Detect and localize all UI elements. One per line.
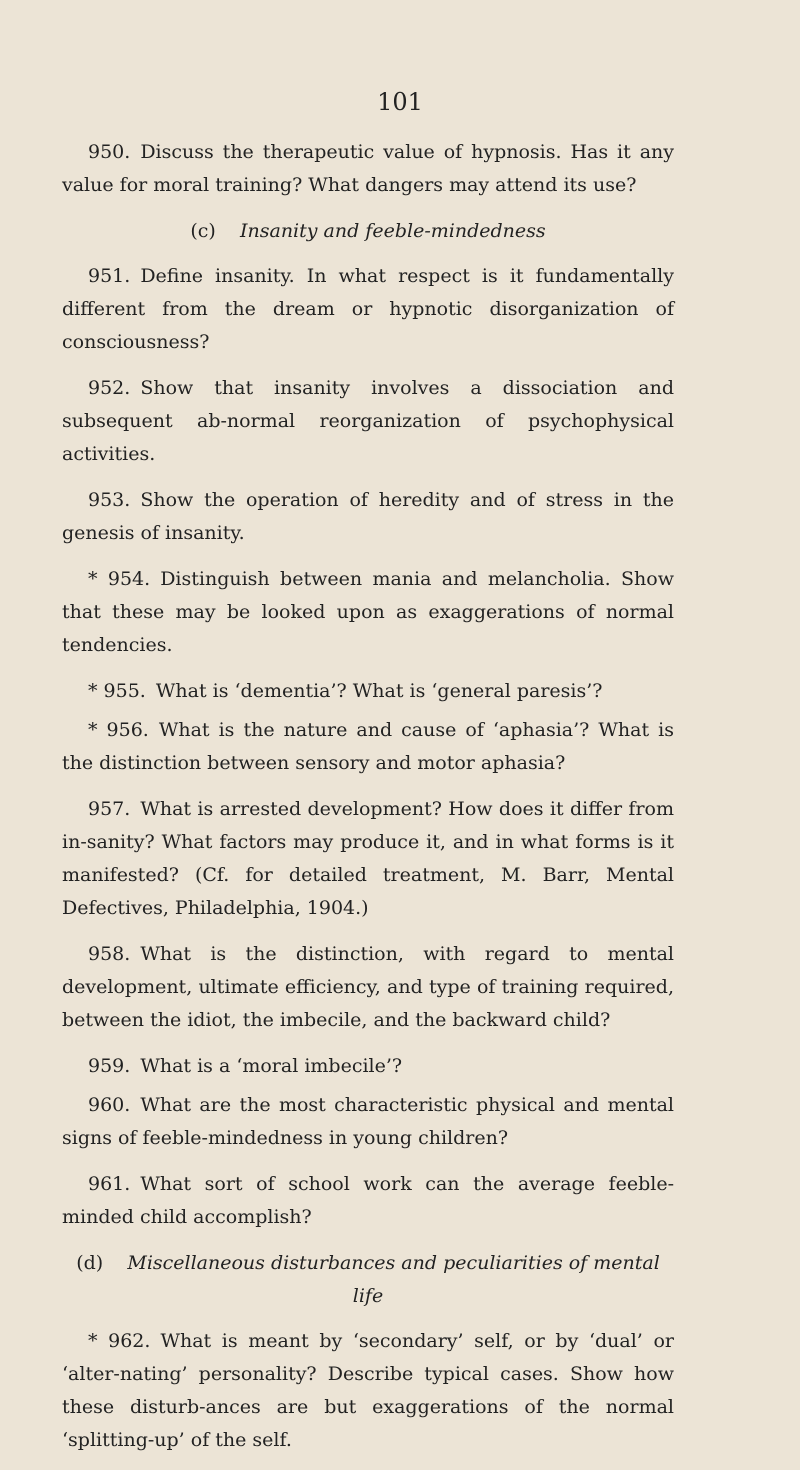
question-number: * 956. [88,719,149,741]
page-number: 101 [377,88,423,116]
section-heading-d [62,1247,674,1313]
question-text: What is the distinction, with regard to mental development, ultimate efficiency, and type of training required, between the idiot, the imbecile, and the backward child? [62,943,674,1031]
question-text: What is ‘dementia’? What is ‘general paresis’? [155,680,603,702]
question-text: What is a ‘moral imbecile’? [140,1055,403,1077]
question-954 [62,563,674,662]
question-text: What is arrested development? How does it differ from in-sanity? What factors may produce it, and in what forms is it manifested? (Cf. for detailed treatment, M. Barr, Mental Defectives, Philadelphia, 1904.) [62,798,674,919]
question-961 [62,1168,674,1234]
question-960 [62,1089,674,1155]
question-958 [62,938,674,1037]
question-956 [62,714,674,780]
question-text: What sort of school work can the average feeble-minded child accomplish? [62,1173,674,1228]
page-content [62,136,674,1470]
section-title: Miscellaneous disturbances and peculiarities of mental life [127,1252,660,1307]
question-text: What is the nature and cause of ‘aphasia’? What is the distinction between sensory and motor aphasia? [62,719,674,774]
question-number: 952. [88,377,131,399]
question-text: What is meant by ‘secondary’ self, or by ‘dual’ or ‘alter-nating’ personality? Describe typical cases. Show how these disturb-ances are but exaggerations of the normal ‘splitting-up’ of the self. [62,1330,674,1451]
section-heading-c [62,215,674,248]
question-text: Show that insanity involves a dissociation and subsequent ab-normal reorganization of psychophysical activities. [62,377,674,465]
question-text: Discuss the therapeutic value of hypnosis. Has it any value for moral training? What dangers may attend its use? [62,141,674,196]
question-952 [62,372,674,471]
question-text: What are the most characteristic physical and mental signs of feeble-mindedness in young children? [62,1094,674,1149]
section-label: (c) [190,220,216,242]
question-953 [62,484,674,550]
question-number: * 962. [88,1330,151,1352]
question-962 [62,1325,674,1457]
question-957 [62,793,674,925]
question-number: 958. [88,943,131,965]
section-label: (d) [76,1252,104,1274]
section-title: Insanity and feeble-mindedness [240,220,546,242]
question-text: Define insanity. In what respect is it fundamentally different from the dream or hypnotic disorganization of consciousness? [62,265,674,353]
question-951 [62,260,674,359]
question-number: 957. [88,798,131,820]
question-number: * 955. [88,680,146,702]
question-number: 953. [88,489,131,511]
question-959 [62,1050,674,1083]
question-number: 960. [88,1094,131,1116]
question-text: Show the operation of heredity and of stress in the genesis of insanity. [62,489,674,544]
question-number: 961. [88,1173,131,1195]
question-number: 959. [88,1055,131,1077]
question-955 [62,675,674,708]
question-number: * 954. [88,568,151,590]
question-number: 951. [88,265,131,287]
question-text: Distinguish between mania and melancholia. Show that these may be looked upon as exaggerations of normal tendencies. [62,568,674,656]
question-number: 950. [88,141,131,163]
question-950 [62,136,674,202]
